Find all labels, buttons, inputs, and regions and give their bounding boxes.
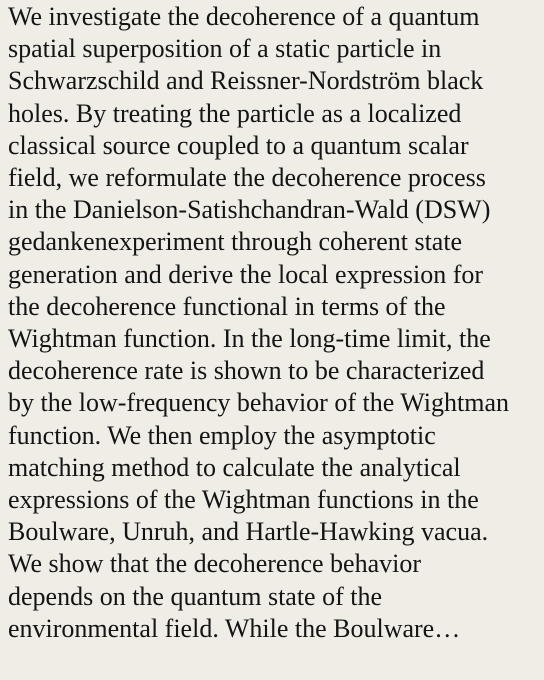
abstract-line: generation and derive the local expression for [8, 259, 484, 289]
abstract-line: spatial superposition of a static particle in [8, 34, 442, 64]
abstract-line: holes. By treating the particle as a localized [8, 98, 462, 128]
abstract-line: environmental field. While the Boulware… [8, 613, 461, 643]
abstract-line: in the Danielson-Satishchandran-Wald (DSW) [8, 195, 491, 225]
abstract-line: We show that the decoherence behavior [8, 549, 422, 579]
abstract-line: Boulware, Unruh, and Hartle-Hawking vacua. [8, 517, 489, 547]
abstract-line: function. We then employ the asymptotic [8, 420, 436, 450]
abstract-line: gedankenexperiment through coherent state [8, 227, 463, 257]
abstract-line: expressions of the Wightman functions in the [8, 485, 479, 515]
abstract-line: matching method to calculate the analytical [8, 452, 461, 482]
abstract-line: depends on the quantum state of the [8, 581, 383, 611]
abstract-line: field, we reformulate the decoherence process [8, 163, 486, 193]
abstract-line: Schwarzschild and Reissner-Nordström black [8, 66, 484, 96]
abstract-line: We investigate the decoherence of a quantum [8, 2, 480, 31]
abstract-line: by the low-frequency behavior of the Wightman [8, 388, 509, 418]
abstract-line: the decoherence functional in terms of the [8, 291, 446, 321]
abstract-line: classical source coupled to a quantum scalar [8, 130, 469, 160]
abstract-line: decoherence rate is shown to be characterized [8, 356, 485, 386]
abstract-text [8, 1, 544, 645]
abstract-line: Wightman function. In the long-time limit, the [8, 324, 491, 354]
